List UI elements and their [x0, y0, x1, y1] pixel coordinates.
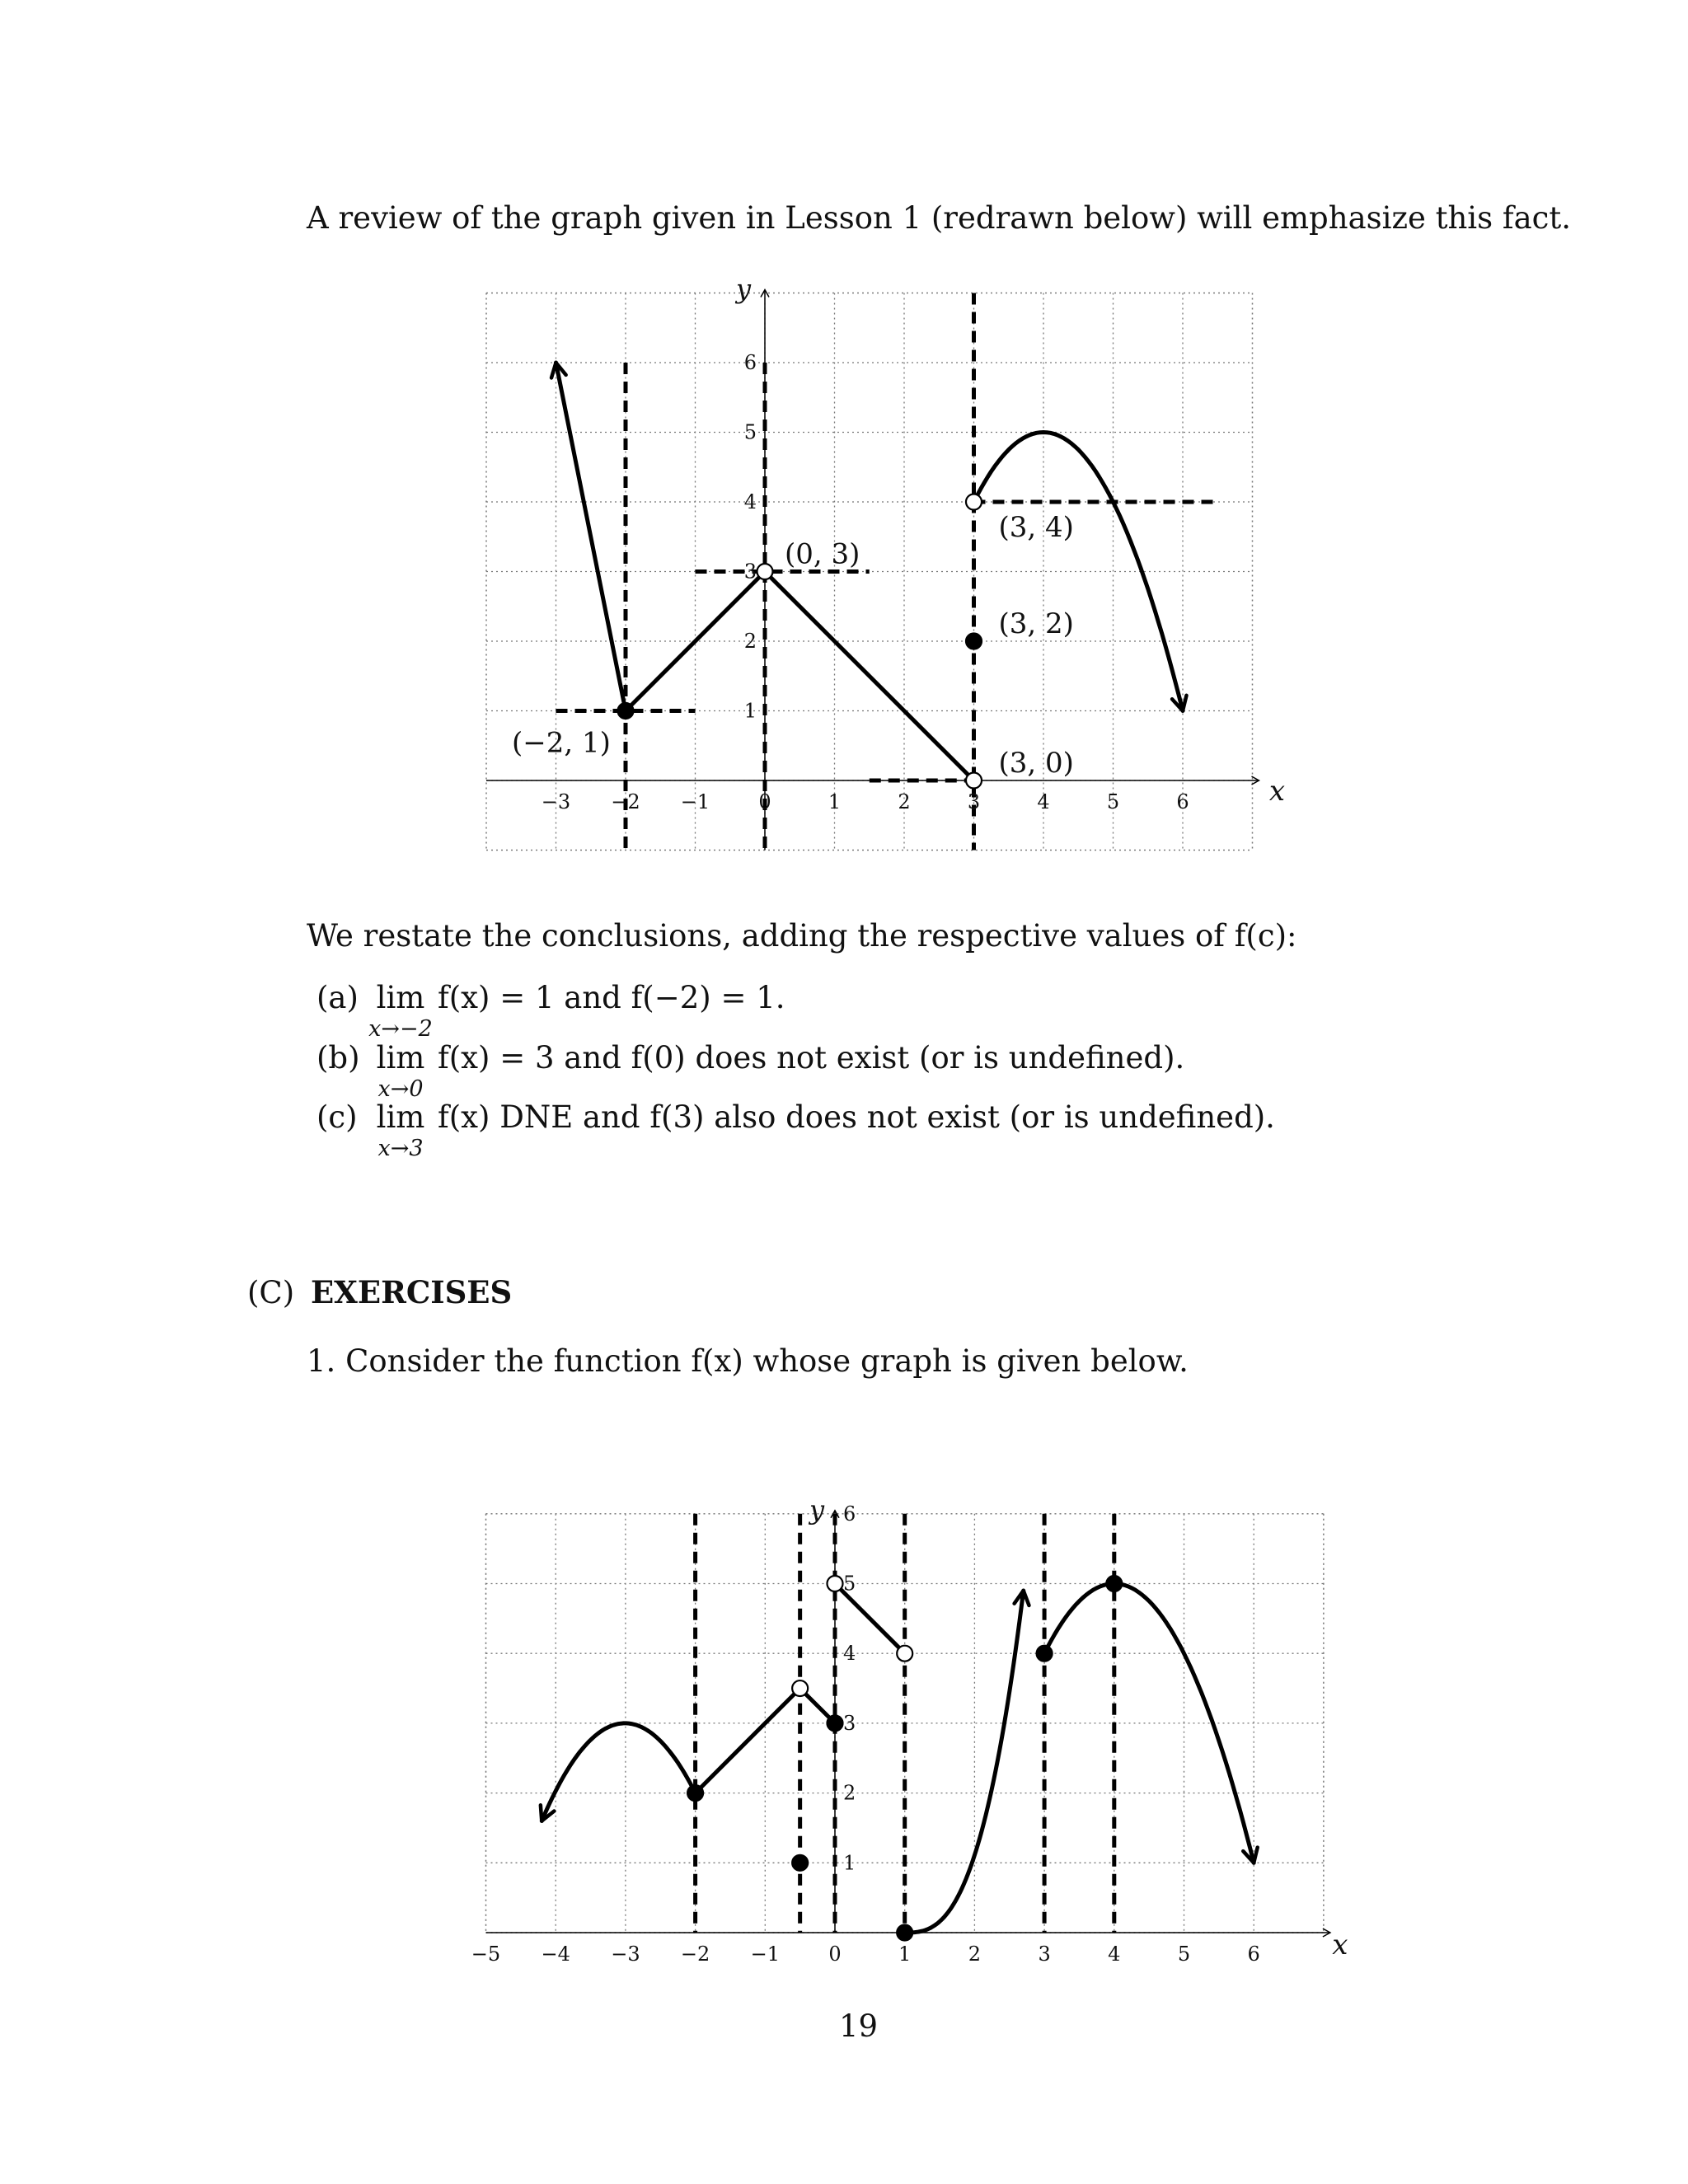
y-tick-label: 1 — [843, 1851, 856, 1875]
x-tick-label: 3 — [967, 790, 981, 813]
open-point — [792, 1680, 808, 1696]
filled-point — [897, 1925, 912, 1941]
section-title: EXERCISES — [310, 1274, 513, 1310]
x-tick-label: 5 — [1106, 790, 1120, 813]
y-tick-label: 6 — [743, 351, 757, 374]
x-tick-label: 0 — [828, 1943, 842, 1966]
filled-point — [1037, 1646, 1053, 1661]
exercise-1-text: 1. Consider the function f(x) whose graph is given below. — [307, 1343, 1189, 1379]
y-tick-label: 3 — [743, 560, 757, 583]
series-1-line — [542, 1723, 695, 1821]
limit-word: lim — [376, 980, 425, 1015]
conclusion-a-statement: f(x) = 1 and f(−2) = 1. — [438, 980, 785, 1015]
y-tick-label: 3 — [843, 1711, 856, 1735]
x-tick-label: 4 — [1108, 1943, 1121, 1966]
x-tick-label: 3 — [1038, 1943, 1051, 1966]
x-tick-label: −2 — [611, 790, 640, 813]
x-axis-label: x — [1268, 775, 1286, 808]
x-tick-label: −4 — [541, 1943, 570, 1966]
restate-text: We restate the conclusions, adding the respective values of f(c): — [307, 918, 1297, 954]
limit-word: lim — [376, 1040, 425, 1076]
filled-point — [828, 1715, 843, 1731]
point-annotation: (3, 4) — [998, 511, 1074, 544]
x-tick-label: 2 — [898, 790, 911, 813]
y-tick-label: 5 — [843, 1572, 856, 1596]
page-number: 19 — [839, 2008, 879, 2044]
conclusion-a-label: (a) — [316, 980, 359, 1015]
y-tick-label: 2 — [743, 630, 757, 653]
series-2-line — [696, 1689, 800, 1793]
x-tick-label: 6 — [1176, 790, 1189, 813]
point-annotation: (3, 0) — [998, 747, 1074, 780]
point-annotation: (3, 2) — [998, 607, 1074, 640]
y-axis-label: y — [809, 1493, 825, 1526]
point-annotation: (−2, 1) — [512, 726, 611, 760]
x-tick-label: −3 — [611, 1943, 640, 1966]
y-tick-label: 6 — [843, 1502, 856, 1526]
limit-subscript: x→0 — [377, 1076, 424, 1102]
open-point — [828, 1576, 843, 1591]
filled-point — [1106, 1576, 1122, 1591]
open-point — [897, 1646, 912, 1661]
y-tick-label: 4 — [843, 1642, 856, 1666]
conclusion-c-label: (c) — [316, 1099, 358, 1135]
conclusion-b-statement: f(x) = 3 and f(0) does not exist (or is undefined). — [438, 1040, 1185, 1076]
point-annotation: (0, 3) — [785, 537, 860, 571]
intro-text: A review of the graph given in Lesson 1 (redrawn below) will emphasize this fact. — [307, 200, 1571, 236]
x-tick-label: 2 — [968, 1943, 982, 1966]
x-tick-label: 1 — [828, 790, 842, 813]
y-axis-label: y — [735, 273, 752, 305]
limit-subscript: x→3 — [377, 1136, 424, 1161]
series-5-line — [905, 1591, 1024, 1933]
x-axis-label: x — [1332, 1929, 1348, 1961]
y-tick-label: 2 — [843, 1781, 856, 1805]
x-tick-label: −3 — [541, 790, 571, 813]
x-tick-label: 4 — [1037, 790, 1050, 813]
y-tick-label: 5 — [743, 420, 757, 444]
section-prefix: (C) — [247, 1275, 295, 1310]
x-tick-label: 1 — [898, 1943, 912, 1966]
conclusion-b-label: (b) — [316, 1040, 360, 1076]
x-tick-label: 6 — [1247, 1943, 1260, 1966]
x-tick-label: −2 — [680, 1943, 710, 1966]
limit-subscript: x→−2 — [368, 1016, 433, 1042]
x-tick-label: −1 — [680, 790, 710, 813]
y-tick-label: 1 — [743, 699, 757, 723]
x-tick-label: 5 — [1177, 1943, 1191, 1966]
conclusion-c-statement: f(x) DNE and f(3) also does not exist (or is undefined). — [438, 1099, 1275, 1135]
limit-word: lim — [376, 1099, 425, 1135]
filled-point — [687, 1785, 703, 1801]
y-tick-label: 4 — [743, 490, 757, 513]
x-tick-label: −5 — [471, 1943, 501, 1966]
filled-point — [792, 1855, 808, 1871]
x-tick-label: 0 — [758, 790, 771, 813]
x-tick-label: −1 — [750, 1943, 780, 1966]
